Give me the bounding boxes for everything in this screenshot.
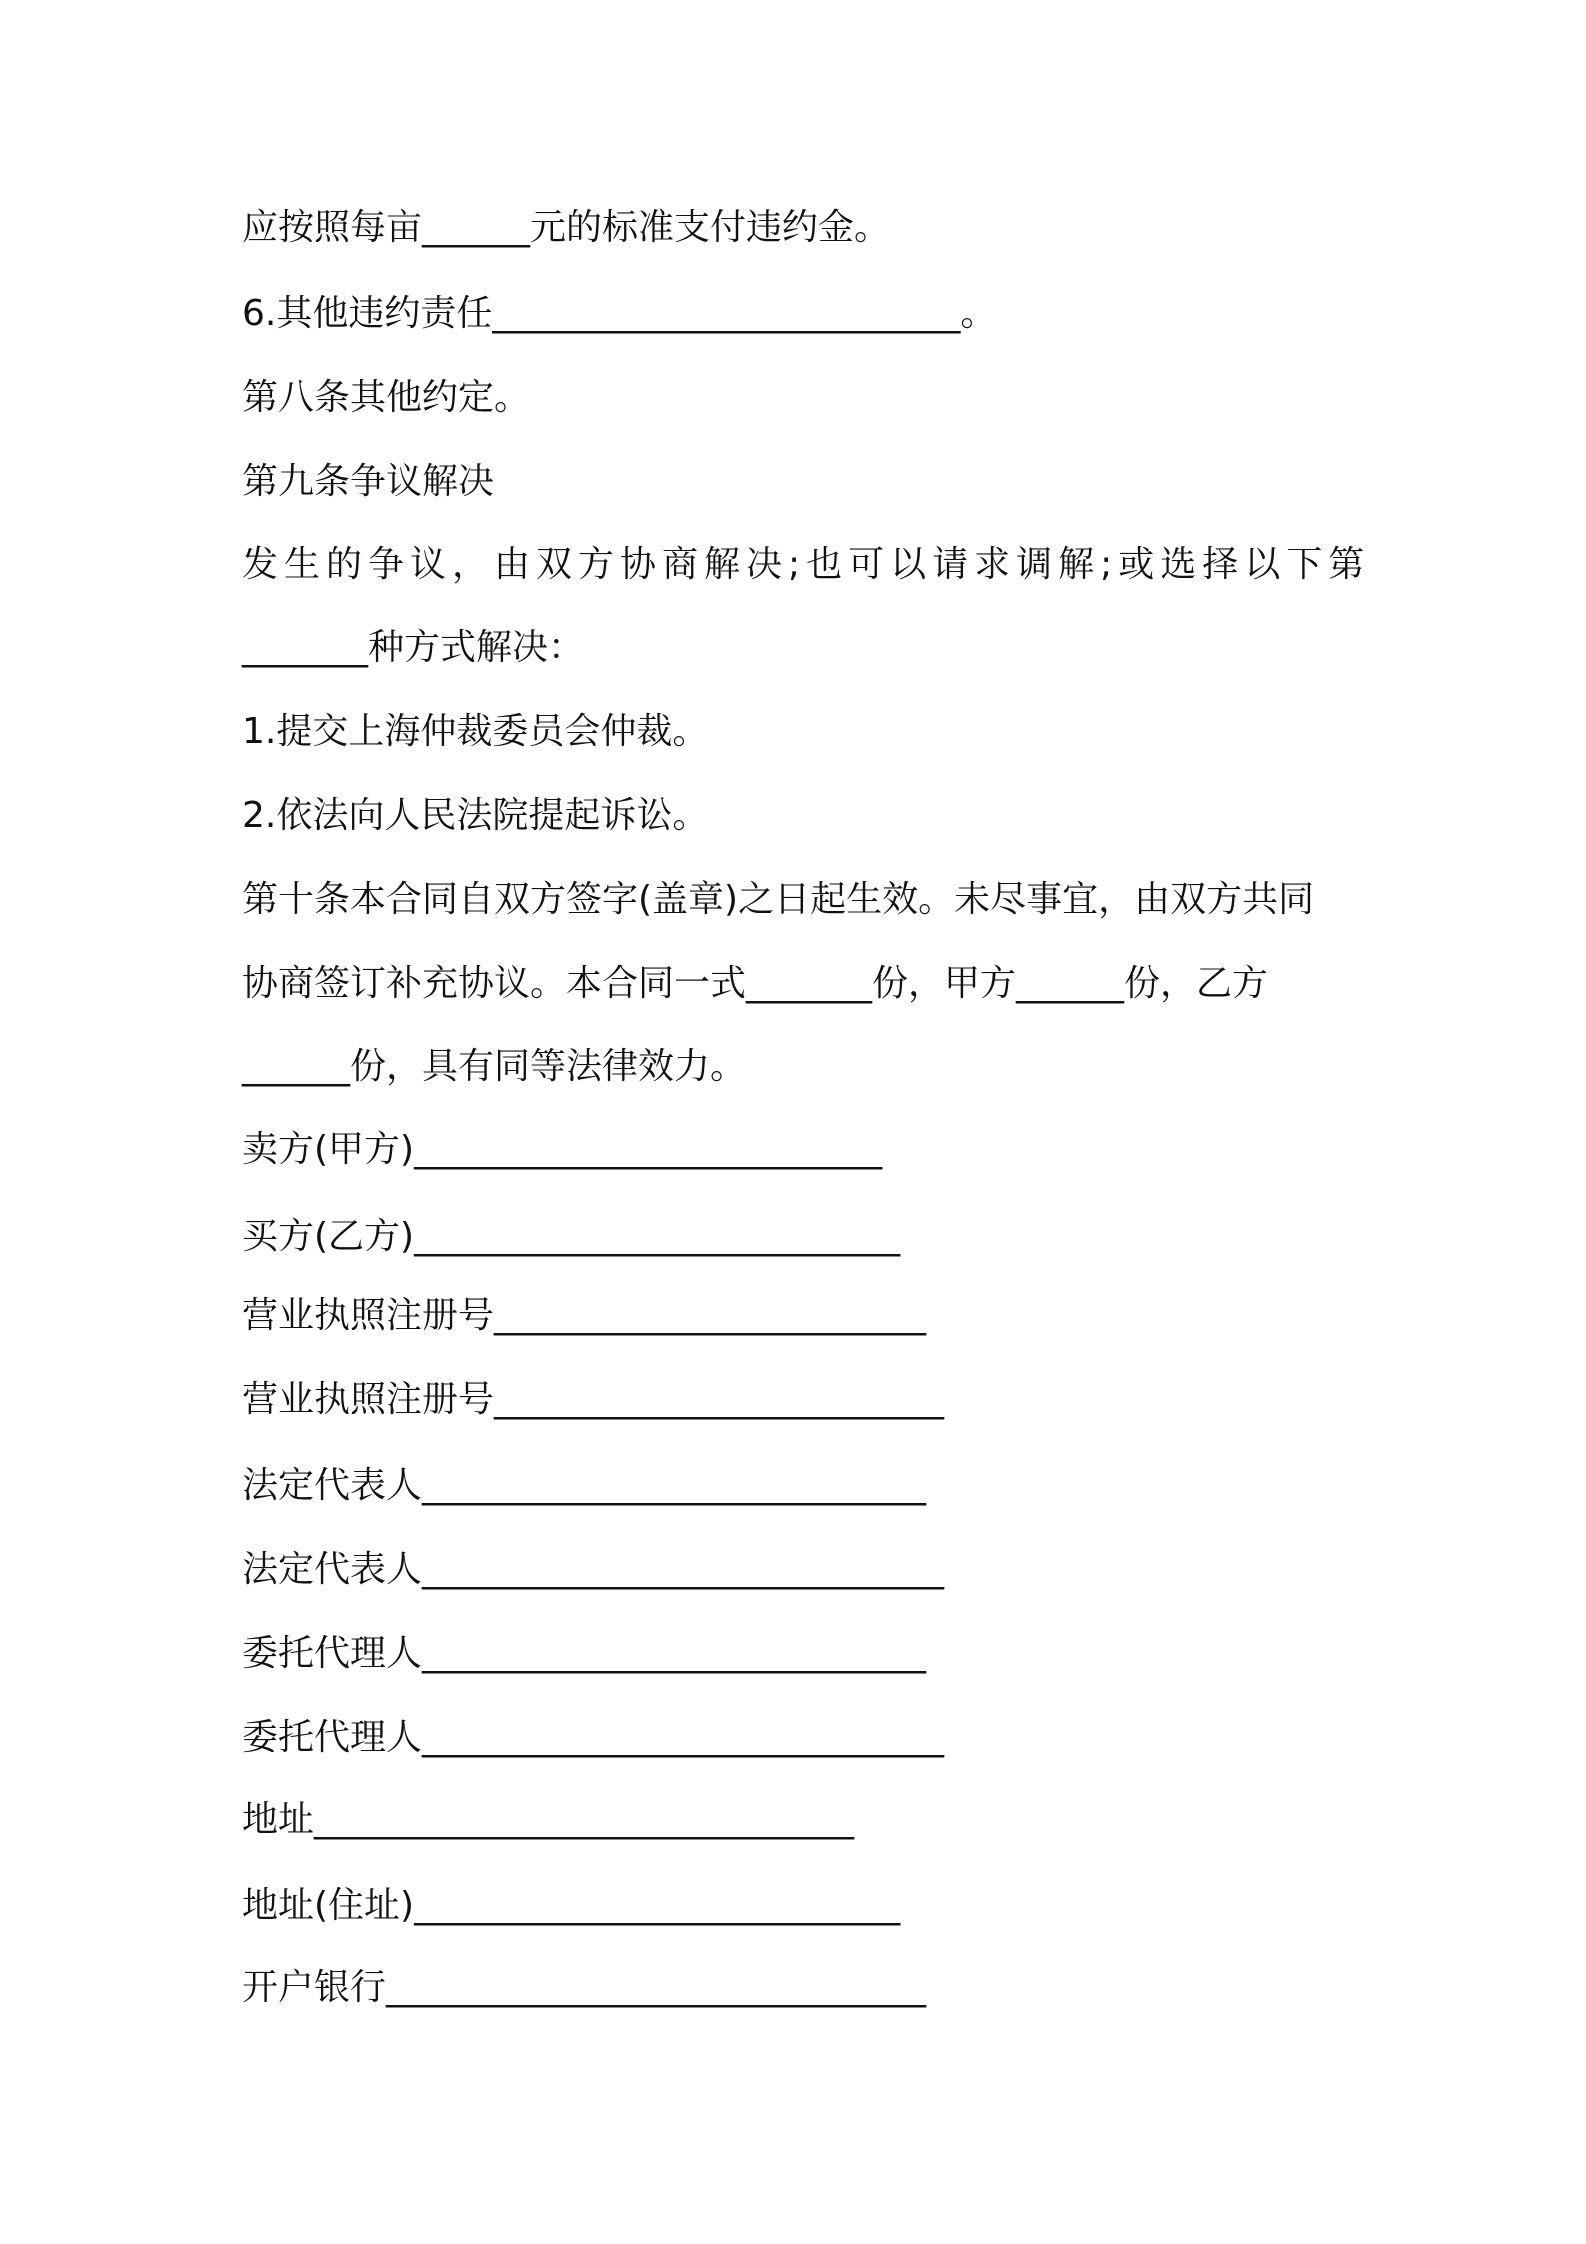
litigation-option: 2.依法向人民法院提起诉讼。 <box>242 795 709 836</box>
seller-party-a-field: 卖方(甲方)__________________________ <box>242 1129 883 1170</box>
business-license-no-field-a: 营业执照注册号________________________ <box>242 1295 927 1336</box>
penalty-per-mu-line: 应按照每亩______元的标准支付违约金。 <box>242 207 891 248</box>
article-9-heading: 第九条争议解决 <box>242 461 495 502</box>
authorized-agent-field-a: 委托代理人____________________________ <box>242 1633 927 1674</box>
legal-representative-field-b: 法定代表人_____________________________ <box>242 1549 945 1590</box>
buyer-party-b-field: 买方(乙方)___________________________ <box>242 1216 901 1257</box>
legal-representative-field-a: 法定代表人____________________________ <box>242 1465 927 1506</box>
dispute-paragraph-line-2: _______种方式解决： <box>242 627 585 668</box>
arbitration-option: 1.提交上海仲裁委员会仲裁。 <box>242 711 709 752</box>
dispute-paragraph-line-1: 发生的争议，由双方协商解决;也可以请求调解;或选择以下第 <box>242 544 1371 585</box>
address-residence-field: 地址(住址)___________________________ <box>242 1885 901 1926</box>
bank-field: 开户银行______________________________ <box>242 1967 927 2008</box>
article-10-line-3: ______份，具有同等法律效力。 <box>242 1046 747 1087</box>
address-field: 地址______________________________ <box>242 1799 854 1840</box>
other-liability-line: 6.其他违约责任__________________________。 <box>242 293 997 334</box>
business-license-no-field-b: 营业执照注册号_________________________ <box>242 1379 945 1420</box>
article-10-line-1: 第十条本合同自双方签字(盖章)之日起生效。未尽事宜，由双方共同 <box>242 879 1315 920</box>
article-8-heading: 第八条其他约定。 <box>242 377 531 418</box>
authorized-agent-field-b: 委托代理人_____________________________ <box>242 1717 945 1758</box>
article-10-line-2: 协商签订补充协议。本合同一式_______份，甲方______份，乙方 <box>242 963 1269 1004</box>
